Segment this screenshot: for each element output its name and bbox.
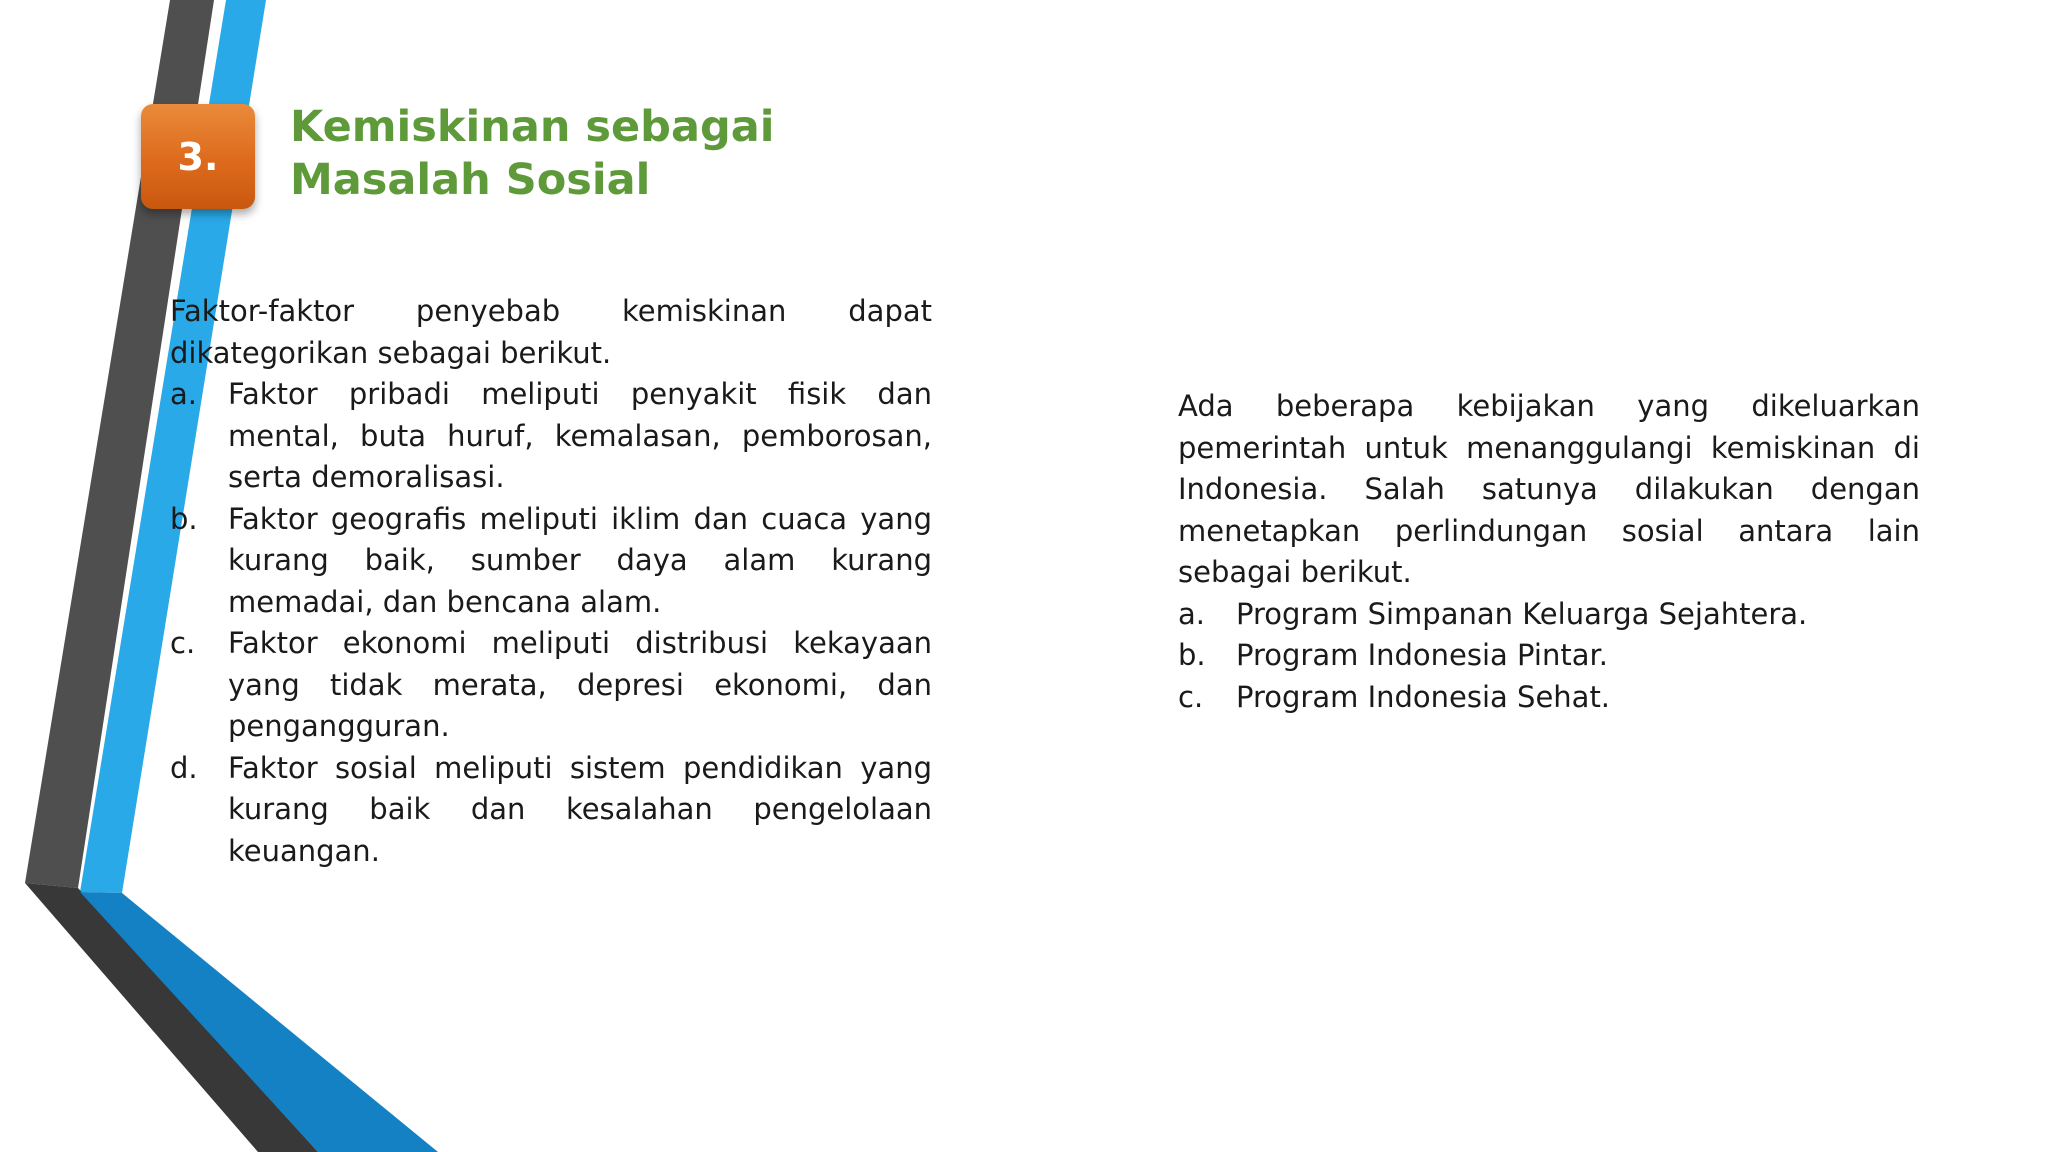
list-item-text: Program Indonesia Sehat. bbox=[1236, 679, 1611, 714]
causes-intro: Faktor-faktor penyebab kemiskinan dapat dikategorikan sebagai berikut. bbox=[170, 294, 932, 370]
list-item bbox=[170, 748, 932, 873]
causes-list bbox=[170, 374, 932, 872]
list-item bbox=[1178, 677, 1920, 719]
list-item-text: Faktor geografis meliputi iklim dan cuaca yang kurang baik, sumber daya alam kurang memadai, dan bencana alam. bbox=[228, 501, 932, 619]
causes-text-block bbox=[170, 291, 932, 872]
list-marker: a. bbox=[1178, 596, 1205, 631]
list-item-text: Program Simpanan Keluarga Sejahtera. bbox=[1236, 596, 1808, 631]
policies-list bbox=[1178, 594, 1920, 719]
policies-text-block bbox=[1178, 386, 1920, 718]
slide-title bbox=[290, 101, 990, 207]
list-marker: b. bbox=[1178, 638, 1206, 672]
list-marker: c. bbox=[1178, 679, 1204, 714]
list-item bbox=[170, 374, 932, 499]
list-item bbox=[1178, 635, 1920, 677]
list-marker: d. bbox=[170, 750, 198, 785]
slide-number-badge bbox=[141, 104, 255, 209]
title-line-1: Kemiskinan sebagai bbox=[290, 102, 775, 152]
title-line-2: Masalah Sosial bbox=[290, 155, 651, 205]
list-item bbox=[170, 623, 932, 748]
list-item bbox=[170, 499, 932, 624]
list-item bbox=[1178, 594, 1920, 636]
slide-number: 3. bbox=[177, 134, 219, 179]
list-marker: a. bbox=[170, 377, 197, 411]
list-item-text: Faktor pribadi meliputi penyakit fisik dan mental, buta huruf, kemalasan, pemborosan, serta demoralisasi. bbox=[228, 377, 932, 494]
list-item-text: Faktor sosial meliputi sistem pendidikan yang kurang baik dan kesalahan pengelolaan keuangan. bbox=[228, 750, 932, 868]
list-marker: b. bbox=[170, 501, 198, 536]
gray-diagonal-stripe bbox=[25, 883, 318, 1152]
list-marker: c. bbox=[170, 626, 196, 660]
policies-intro: Ada beberapa kebijakan yang dikeluarkan pemerintah untuk menanggulangi kemiskinan di Indonesia. Salah satunya dilakukan dengan menetapkan perlindungan sosial antara lain sebagai berikut. bbox=[1178, 389, 1920, 589]
list-item-text: Program Indonesia Pintar. bbox=[1236, 638, 1608, 672]
list-item-text: Faktor ekonomi meliputi distribusi kekayaan yang tidak merata, depresi ekonomi, dan pengangguran. bbox=[228, 626, 932, 743]
